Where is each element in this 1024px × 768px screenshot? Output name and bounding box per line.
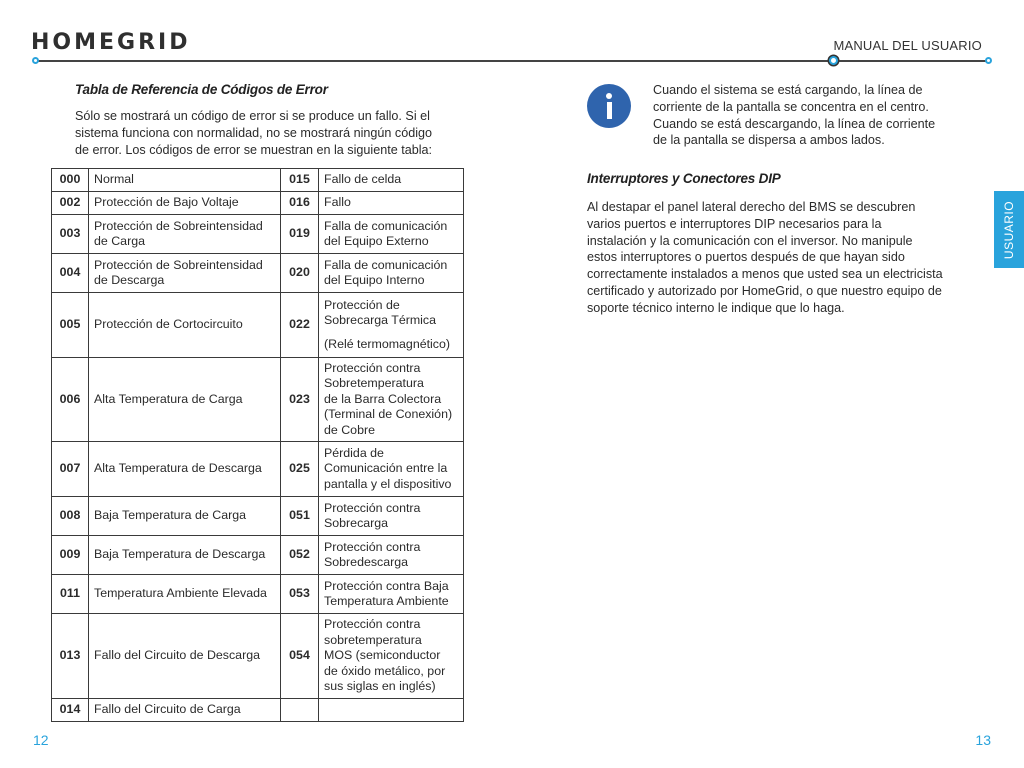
error-description: [89, 169, 281, 192]
body-line: instalación y la comunicación con el inversor. No manipule: [587, 233, 913, 248]
error-code: 004: [52, 254, 89, 293]
error-code: 014: [52, 699, 89, 722]
cell-line: de Descarga: [94, 273, 165, 287]
cell-line: Protección de Sobreintensidad: [94, 218, 263, 233]
error-description: [319, 497, 464, 536]
cell-line: sobretemperatura: [324, 632, 422, 647]
cell-line: Protección contra: [324, 360, 421, 375]
header-rule: [36, 60, 988, 62]
cell-line: de Cobre: [324, 422, 375, 437]
cell-line: de la Barra Colectora: [324, 391, 442, 406]
cell-line: Temperatura Ambiente Elevada: [94, 586, 267, 601]
error-description: [319, 614, 464, 699]
body-line: certificado y autorizado por HomeGrid, o que nuestro equipo de: [587, 283, 942, 298]
error-description: [319, 192, 464, 215]
cell-line: Pérdida de: [324, 445, 384, 460]
cell-line: Sobredescarga: [324, 555, 409, 569]
cell-line: Sobrecarga: [324, 516, 389, 530]
table-row: [52, 614, 464, 699]
cell-line: Fallo del Circuito de Carga: [94, 702, 241, 717]
error-code: 051: [281, 497, 319, 536]
rule-endpoint-right: [985, 57, 992, 64]
error-description: [319, 442, 464, 497]
error-code: 054: [281, 614, 319, 699]
section-side-tab: [994, 191, 1024, 268]
rule-node-mid: [829, 56, 838, 65]
error-description: [319, 358, 464, 442]
error-description: [319, 254, 464, 293]
cell-line: Fallo: [324, 195, 351, 210]
error-code: 005: [52, 293, 89, 358]
table-row: [52, 254, 464, 293]
cell-line: Protección de Cortocircuito: [94, 317, 243, 332]
info-icon-dot: [606, 93, 612, 99]
intro-line: de error. Los códigos de error se muestran en la siguiente tabla:: [75, 142, 433, 157]
cell-line: Falla de comunicación: [324, 257, 448, 272]
error-code: 016: [281, 192, 319, 215]
table-row: [52, 442, 464, 497]
error-code: [281, 699, 319, 722]
cell-line: (Terminal de Conexión): [324, 407, 453, 422]
table-row: [52, 358, 464, 442]
error-code: 019: [281, 215, 319, 254]
table-row: [52, 293, 464, 358]
error-code: 015: [281, 169, 319, 192]
cell-line: Sobrecarga Térmica: [324, 313, 437, 328]
error-code: 007: [52, 442, 89, 497]
cell-line: Fallo del Circuito de Descarga: [94, 648, 260, 663]
body-line: soporte técnico interno le indique que lo haga.: [587, 300, 845, 315]
error-description: [89, 293, 281, 358]
cell-line: de óxido metálico, por: [324, 663, 446, 678]
body-line: Al destapar el panel lateral derecho del BMS se descubren: [587, 200, 916, 214]
cell-line: Baja Temperatura de Carga: [94, 508, 246, 523]
table-row: [52, 575, 464, 614]
error-code: 053: [281, 575, 319, 614]
error-description: [319, 169, 464, 192]
info-line: de la pantalla se dispersa a ambos lados.: [653, 133, 885, 148]
error-code: 000: [52, 169, 89, 192]
cell-line: MOS (semiconductor: [324, 648, 441, 663]
error-code: 020: [281, 254, 319, 293]
info-line: Cuando se está descargando, la línea de corriente: [653, 116, 936, 131]
error-code: 023: [281, 358, 319, 442]
cell-line: sus siglas en inglés): [324, 679, 436, 694]
error-description: [89, 254, 281, 293]
rule-endpoint-left: [32, 57, 39, 64]
error-code: 022: [281, 293, 319, 358]
error-code: 025: [281, 442, 319, 497]
cell-line: Protección contra Baja: [324, 578, 449, 593]
cell-line: del Equipo Externo: [324, 234, 429, 248]
cell-line: Protección contra: [324, 500, 421, 515]
cell-line: Sobretemperatura: [324, 376, 424, 391]
error-description: [319, 699, 464, 722]
cell-line: Comunicación entre la: [324, 461, 448, 476]
error-code: 002: [52, 192, 89, 215]
cell-line: Protección contra: [324, 539, 421, 554]
cell-line: Temperatura Ambiente: [324, 594, 449, 608]
cell-line: Protección de: [324, 297, 400, 312]
cell-line: Protección contra: [324, 617, 421, 632]
error-description: [319, 536, 464, 575]
error-table-title: Tabla de Referencia de Códigos de Error: [75, 82, 328, 97]
cell-line: (Relé termomagnético): [324, 336, 451, 351]
error-description: [89, 536, 281, 575]
info-line: Cuando el sistema se está cargando, la línea de: [653, 83, 923, 97]
error-description: [89, 575, 281, 614]
cell-line: Alta Temperatura de Descarga: [94, 461, 262, 476]
error-description: [89, 614, 281, 699]
error-table-intro: [75, 108, 432, 158]
error-code: 008: [52, 497, 89, 536]
side-tab-label: USUARIO: [1002, 200, 1016, 259]
table-row: [52, 536, 464, 575]
dip-section-title: Interruptores y Conectores DIP: [587, 171, 781, 186]
cell-line: Fallo de celda: [324, 172, 402, 187]
page-number-left: 12: [33, 732, 49, 748]
error-code-table: [51, 168, 464, 722]
cell-line: Falla de comunicación: [324, 218, 448, 233]
homegrid-logo: HOMEGRID: [31, 30, 191, 55]
cell-line: Protección de Bajo Voltaje: [94, 195, 239, 210]
error-description: [319, 575, 464, 614]
error-code: 003: [52, 215, 89, 254]
error-description: [89, 497, 281, 536]
error-description: [319, 293, 464, 358]
error-description: [89, 215, 281, 254]
error-code: 006: [52, 358, 89, 442]
error-code: 052: [281, 536, 319, 575]
cell-line: de Carga: [94, 234, 145, 248]
error-description: [89, 699, 281, 722]
body-line: varios puertos e interruptores DIP necesarios para la: [587, 216, 882, 231]
cell-line: Alta Temperatura de Carga: [94, 391, 243, 406]
cell-line: del Equipo Interno: [324, 273, 425, 287]
table-row: [52, 699, 464, 722]
manual-title: MANUAL DEL USUARIO: [833, 38, 982, 53]
page-number-right: 13: [975, 732, 991, 748]
info-icon: [587, 84, 631, 128]
intro-line: Sólo se mostrará un código de error si se produce un fallo. Si el: [75, 109, 430, 123]
cell-line: pantalla y el dispositivo: [324, 476, 452, 491]
body-line: correctamente instalados a menos que usted sea un electricista: [587, 267, 943, 282]
table-row: [52, 192, 464, 215]
table-row: [52, 215, 464, 254]
error-description: [319, 215, 464, 254]
error-description: [89, 442, 281, 497]
cell-line: Baja Temperatura de Descarga: [94, 547, 266, 562]
body-line: estos interruptores o puertos después de que hayan sido: [587, 250, 905, 265]
error-code: 011: [52, 575, 89, 614]
table-row: [52, 169, 464, 192]
table-row: [52, 497, 464, 536]
dip-section-body: [587, 199, 943, 317]
info-line: corriente de la pantalla se concentra en el centro.: [653, 99, 929, 114]
info-icon-bar: [607, 102, 612, 119]
cell-line: Protección de Sobreintensidad: [94, 257, 263, 272]
info-note: [653, 82, 935, 149]
error-description: [89, 358, 281, 442]
error-code: 009: [52, 536, 89, 575]
intro-line: sistema funciona con normalidad, no se mostrará ningún código: [75, 125, 433, 140]
cell-line: Normal: [94, 172, 134, 187]
error-code: 013: [52, 614, 89, 699]
error-description: [89, 192, 281, 215]
